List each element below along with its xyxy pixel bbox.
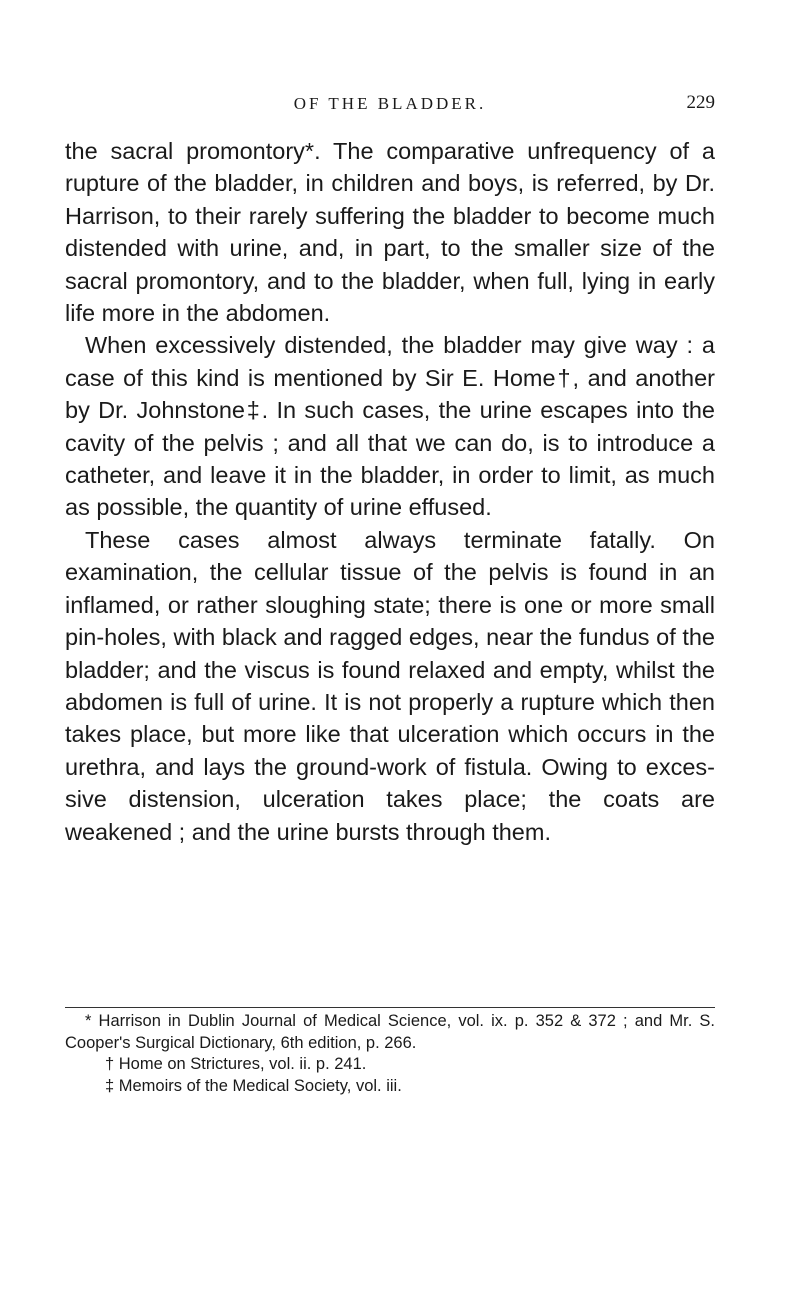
running-header xyxy=(65,92,715,118)
page-number: 229 xyxy=(686,92,715,113)
footnote-double-dagger: ‡ Memoirs of the Medical Society, vol. iii. xyxy=(105,1076,402,1095)
running-title: OF THE BLADDER. xyxy=(293,94,487,113)
footnotes xyxy=(65,1011,715,1097)
footnote-dagger: † Home on Strictures, vol. ii. p. 241. xyxy=(105,1055,367,1073)
paragraph-1: the sacral promontory*. The comparative unfrequency of a rupture of the bladder, in children and boys, is referred, by Dr. Harrison, to their rarely suffering the bladder to become much distended with urine, and, in part, to the smaller size of the sacral promontory, and to the bladder, when full, lying in early life more in the abdomen. xyxy=(65,138,715,327)
body-text xyxy=(65,135,715,848)
footnote-asterisk: * Harrison in Dublin Journal of Medical Science, vol. ix. p. 352 & 372 ; and Mr. S. Cooper's Surgical Dictionary, 6th edition, p. 266. xyxy=(65,1012,715,1052)
footnote-divider xyxy=(65,1007,715,1008)
paragraph-3: These cases almost always terminate fatally. On examination, the cellular tissue of the pelvis is found in an inflamed, or rather sloughing state; there is one or more small pin-holes, with black and ragged edges, near the fundus of the bladder; and the viscus is found relaxed and empty, whilst the abdomen is full of urine. It is not properly a rupture which then takes place, but more like that ulceration which occurs in the urethra, and lays the ground-work of fistula. Owing to excessive distension, ulceration takes place; the coats are weakened ; and the urine bursts through them. xyxy=(65,526,715,845)
paragraph-2: When excessively distended, the bladder may give way : a case of this kind is mentioned by Sir E. Home†, and another by Dr. Johnstone‡. In such cases, the urine escapes into the cavity of the pelvis ; and all that we can do, is to introduce a catheter, and leave it in the bladder, in order to limit, as much as possible, the quantity of urine effused. xyxy=(65,332,715,521)
